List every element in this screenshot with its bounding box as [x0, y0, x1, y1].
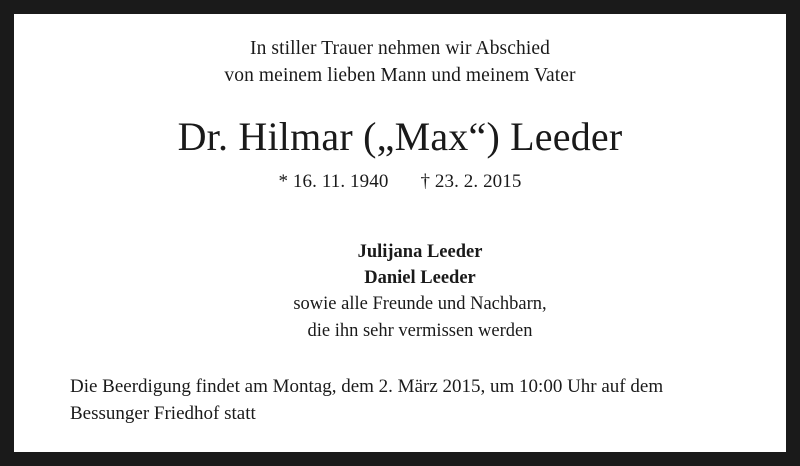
- deceased-name: Dr. Hilmar („Max“) Leeder: [177, 113, 623, 159]
- death-date: † 23. 2. 2015: [420, 170, 522, 192]
- funeral-line-2: Bessunger Friedhof statt: [70, 403, 256, 425]
- birth-date: * 16. 11. 1940: [278, 170, 389, 192]
- funeral-details: [48, 374, 752, 428]
- funeral-line-1: Die Beerdigung findet am Montag, dem 2. März 2015, um 10:00 Uhr auf dem: [70, 376, 664, 398]
- mourner-name-1: Julijana Leeder: [357, 241, 483, 262]
- mourner-name-2: Daniel Leeder: [364, 268, 476, 289]
- mourners-block: [48, 239, 752, 344]
- life-dates: [48, 171, 752, 193]
- mourners-line-3: sowie alle Freunde und Nachbarn,: [293, 294, 547, 315]
- intro-line-2: von meinem lieben Mann und meinem Vater: [224, 64, 576, 86]
- notice-inner-panel: [14, 14, 786, 452]
- intro-text: [48, 36, 752, 90]
- intro-line-1: In stiller Trauer nehmen wir Abschied: [250, 38, 550, 59]
- mourners-line-4: die ihn sehr vermissen werden: [307, 320, 533, 341]
